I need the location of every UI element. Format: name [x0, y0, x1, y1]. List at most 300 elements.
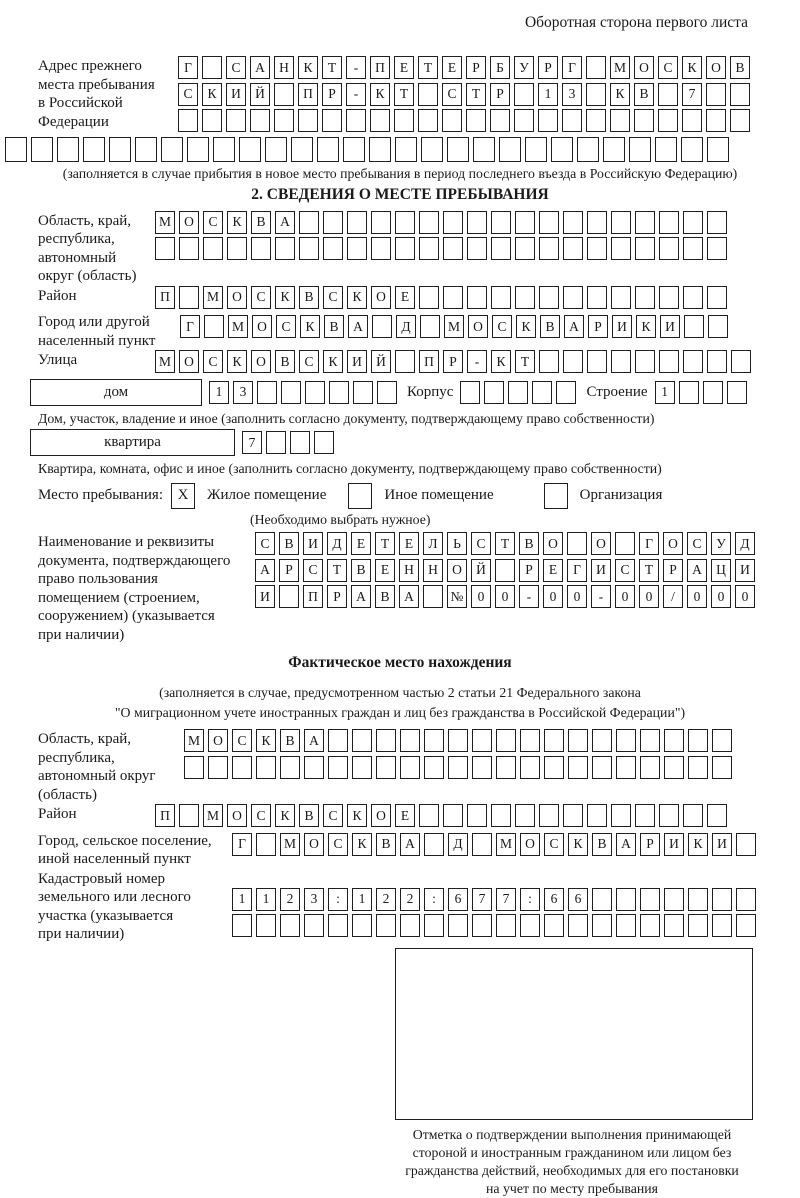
char-cell[interactable]: П	[155, 804, 175, 827]
char-cell[interactable]	[592, 914, 612, 937]
char-cell[interactable]: А	[304, 729, 324, 752]
char-cell[interactable]	[708, 315, 728, 338]
char-cell[interactable]	[232, 914, 252, 937]
char-cell[interactable]	[394, 109, 414, 132]
char-cell[interactable]	[640, 888, 660, 911]
char-cell[interactable]	[424, 914, 444, 937]
char-cell[interactable]: К	[323, 350, 343, 373]
char-cell[interactable]: 0	[615, 585, 635, 608]
char-cell[interactable]: С	[492, 315, 512, 338]
char-cell[interactable]: Т	[375, 532, 395, 555]
char-cell[interactable]	[544, 914, 564, 937]
char-cell[interactable]: А	[348, 315, 368, 338]
char-cell[interactable]: С	[255, 532, 275, 555]
char-cell[interactable]	[31, 137, 53, 162]
checkbox-inoe[interactable]	[348, 483, 372, 509]
char-cell[interactable]: В	[351, 559, 371, 582]
char-cell[interactable]: П	[303, 585, 323, 608]
char-cell[interactable]: Й	[471, 559, 491, 582]
char-cell[interactable]: С	[203, 350, 223, 373]
char-cell[interactable]: О	[251, 350, 271, 373]
char-cell[interactable]	[421, 137, 443, 162]
char-cell[interactable]: В	[324, 315, 344, 338]
char-cell[interactable]: Р	[279, 559, 299, 582]
char-cell[interactable]: -	[346, 83, 366, 106]
char-cell[interactable]: -	[519, 585, 539, 608]
char-cell[interactable]: Р	[443, 350, 463, 373]
char-cell[interactable]: А	[351, 585, 371, 608]
char-cell[interactable]	[551, 137, 573, 162]
char-cell[interactable]	[664, 888, 684, 911]
char-cell[interactable]: С	[203, 211, 223, 234]
char-cell[interactable]	[515, 804, 535, 827]
char-cell[interactable]	[473, 137, 495, 162]
char-cell[interactable]: -	[591, 585, 611, 608]
char-cell[interactable]: Н	[423, 559, 443, 582]
char-cell[interactable]: М	[496, 833, 516, 856]
char-cell[interactable]: №	[447, 585, 467, 608]
char-cell[interactable]: Т	[515, 350, 535, 373]
char-cell[interactable]	[592, 729, 612, 752]
char-cell[interactable]	[442, 109, 462, 132]
char-cell[interactable]: И	[226, 83, 246, 106]
char-cell[interactable]: А	[250, 56, 270, 79]
char-cell[interactable]: Д	[735, 532, 755, 555]
char-cell[interactable]: Р	[640, 833, 660, 856]
char-cell[interactable]	[203, 237, 223, 260]
char-cell[interactable]	[352, 914, 372, 937]
char-cell[interactable]: К	[275, 804, 295, 827]
char-cell[interactable]	[679, 381, 699, 404]
char-cell[interactable]	[730, 109, 750, 132]
char-cell[interactable]: К	[568, 833, 588, 856]
char-cell[interactable]	[611, 350, 631, 373]
char-cell[interactable]: /	[663, 585, 683, 608]
char-cell[interactable]: Л	[423, 532, 443, 555]
char-cell[interactable]	[275, 237, 295, 260]
char-cell[interactable]	[525, 137, 547, 162]
char-cell[interactable]: И	[660, 315, 680, 338]
char-cell[interactable]: Р	[322, 83, 342, 106]
char-cell[interactable]	[611, 286, 631, 309]
char-cell[interactable]: П	[370, 56, 390, 79]
char-cell[interactable]	[419, 237, 439, 260]
char-cell[interactable]: О	[252, 315, 272, 338]
char-cell[interactable]: В	[251, 211, 271, 234]
char-cell[interactable]: 6	[568, 888, 588, 911]
char-cell[interactable]	[520, 914, 540, 937]
char-cell[interactable]: 0	[567, 585, 587, 608]
char-cell[interactable]: Е	[395, 804, 415, 827]
char-cell[interactable]	[736, 888, 756, 911]
char-cell[interactable]	[184, 756, 204, 779]
char-cell[interactable]	[467, 286, 487, 309]
char-cell[interactable]	[730, 83, 750, 106]
char-cell[interactable]: В	[376, 833, 396, 856]
char-cell[interactable]: К	[636, 315, 656, 338]
char-cell[interactable]: А	[687, 559, 707, 582]
char-cell[interactable]: 1	[655, 381, 675, 404]
char-cell[interactable]	[256, 756, 276, 779]
char-cell[interactable]: 0	[687, 585, 707, 608]
char-cell[interactable]: Е	[442, 56, 462, 79]
char-cell[interactable]	[443, 804, 463, 827]
char-cell[interactable]	[615, 532, 635, 555]
char-cell[interactable]: А	[564, 315, 584, 338]
char-cell[interactable]	[539, 804, 559, 827]
char-cell[interactable]	[443, 211, 463, 234]
char-cell[interactable]	[424, 833, 444, 856]
char-cell[interactable]	[515, 286, 535, 309]
char-cell[interactable]	[179, 237, 199, 260]
char-cell[interactable]	[658, 109, 678, 132]
char-cell[interactable]: С	[276, 315, 296, 338]
char-cell[interactable]: 1	[256, 888, 276, 911]
char-cell[interactable]: К	[610, 83, 630, 106]
char-cell[interactable]	[418, 109, 438, 132]
char-cell[interactable]: О	[227, 804, 247, 827]
char-cell[interactable]	[369, 137, 391, 162]
char-cell[interactable]: Е	[399, 532, 419, 555]
char-cell[interactable]: К	[202, 83, 222, 106]
char-cell[interactable]	[635, 211, 655, 234]
char-cell[interactable]	[472, 756, 492, 779]
checkbox-organizaciya[interactable]	[544, 483, 568, 509]
char-cell[interactable]	[109, 137, 131, 162]
char-cell[interactable]	[664, 756, 684, 779]
char-cell[interactable]: В	[519, 532, 539, 555]
char-cell[interactable]	[251, 237, 271, 260]
char-cell[interactable]: К	[370, 83, 390, 106]
char-cell[interactable]	[496, 729, 516, 752]
char-cell[interactable]	[577, 137, 599, 162]
char-cell[interactable]	[353, 381, 373, 404]
char-cell[interactable]: Т	[495, 532, 515, 555]
char-cell[interactable]	[640, 914, 660, 937]
char-cell[interactable]: 7	[496, 888, 516, 911]
char-cell[interactable]	[563, 211, 583, 234]
char-cell[interactable]: И	[347, 350, 367, 373]
char-cell[interactable]	[347, 211, 367, 234]
char-cell[interactable]	[213, 137, 235, 162]
char-cell[interactable]	[603, 137, 625, 162]
char-cell[interactable]: О	[179, 350, 199, 373]
char-cell[interactable]	[684, 315, 704, 338]
char-cell[interactable]: 1	[352, 888, 372, 911]
char-cell[interactable]: М	[184, 729, 204, 752]
char-cell[interactable]	[688, 756, 708, 779]
char-cell[interactable]: В	[299, 286, 319, 309]
char-cell[interactable]	[683, 237, 703, 260]
char-cell[interactable]: У	[711, 532, 731, 555]
char-cell[interactable]	[706, 109, 726, 132]
char-cell[interactable]	[688, 888, 708, 911]
char-cell[interactable]	[544, 729, 564, 752]
char-cell[interactable]: 2	[376, 888, 396, 911]
char-cell[interactable]: Р	[327, 585, 347, 608]
char-cell[interactable]: 7	[682, 83, 702, 106]
char-cell[interactable]: Т	[418, 56, 438, 79]
char-cell[interactable]	[208, 756, 228, 779]
char-cell[interactable]: Р	[519, 559, 539, 582]
char-cell[interactable]: Т	[327, 559, 347, 582]
char-cell[interactable]: В	[375, 585, 395, 608]
char-cell[interactable]: Т	[394, 83, 414, 106]
char-cell[interactable]	[448, 914, 468, 937]
char-cell[interactable]	[634, 109, 654, 132]
char-cell[interactable]: Т	[322, 56, 342, 79]
char-cell[interactable]: С	[323, 804, 343, 827]
char-cell[interactable]	[587, 237, 607, 260]
char-cell[interactable]: О	[634, 56, 654, 79]
char-cell[interactable]	[587, 286, 607, 309]
char-cell[interactable]	[179, 804, 199, 827]
char-cell[interactable]: М	[155, 350, 175, 373]
char-cell[interactable]	[659, 804, 679, 827]
char-cell[interactable]: И	[664, 833, 684, 856]
char-cell[interactable]	[707, 350, 727, 373]
char-cell[interactable]	[736, 914, 756, 937]
char-cell[interactable]	[280, 914, 300, 937]
char-cell[interactable]: И	[303, 532, 323, 555]
char-cell[interactable]	[635, 804, 655, 827]
char-cell[interactable]	[491, 286, 511, 309]
char-cell[interactable]	[563, 286, 583, 309]
char-cell[interactable]	[376, 914, 396, 937]
char-cell[interactable]	[135, 137, 157, 162]
char-cell[interactable]	[328, 729, 348, 752]
char-cell[interactable]	[539, 286, 559, 309]
char-cell[interactable]	[424, 756, 444, 779]
char-cell[interactable]	[298, 109, 318, 132]
char-cell[interactable]	[712, 914, 732, 937]
char-cell[interactable]	[448, 756, 468, 779]
char-cell[interactable]: С	[544, 833, 564, 856]
char-cell[interactable]	[395, 211, 415, 234]
char-cell[interactable]: Г	[178, 56, 198, 79]
char-cell[interactable]: С	[232, 729, 252, 752]
char-cell[interactable]: О	[663, 532, 683, 555]
char-cell[interactable]: Р	[663, 559, 683, 582]
char-cell[interactable]: С	[323, 286, 343, 309]
char-cell[interactable]	[322, 109, 342, 132]
char-cell[interactable]	[520, 729, 540, 752]
char-cell[interactable]	[376, 729, 396, 752]
char-cell[interactable]: О	[304, 833, 324, 856]
char-cell[interactable]	[592, 888, 612, 911]
char-cell[interactable]: 6	[544, 888, 564, 911]
char-cell[interactable]	[257, 381, 277, 404]
char-cell[interactable]	[328, 756, 348, 779]
char-cell[interactable]: С	[299, 350, 319, 373]
char-cell[interactable]	[659, 286, 679, 309]
char-cell[interactable]	[304, 914, 324, 937]
char-cell[interactable]: С	[251, 286, 271, 309]
char-cell[interactable]: Й	[250, 83, 270, 106]
char-cell[interactable]	[703, 381, 723, 404]
char-cell[interactable]	[371, 237, 391, 260]
char-cell[interactable]	[515, 237, 535, 260]
char-cell[interactable]: Н	[274, 56, 294, 79]
char-cell[interactable]	[419, 286, 439, 309]
char-cell[interactable]	[5, 137, 27, 162]
char-cell[interactable]	[490, 109, 510, 132]
char-cell[interactable]: :	[424, 888, 444, 911]
char-cell[interactable]	[155, 237, 175, 260]
char-cell[interactable]	[659, 350, 679, 373]
char-cell[interactable]	[586, 56, 606, 79]
char-cell[interactable]: М	[155, 211, 175, 234]
char-cell[interactable]	[491, 237, 511, 260]
char-cell[interactable]: И	[735, 559, 755, 582]
char-cell[interactable]	[683, 804, 703, 827]
char-cell[interactable]	[712, 729, 732, 752]
char-cell[interactable]	[499, 137, 521, 162]
char-cell[interactable]: 1	[538, 83, 558, 106]
char-cell[interactable]	[616, 756, 636, 779]
char-cell[interactable]	[586, 83, 606, 106]
char-cell[interactable]	[377, 381, 397, 404]
char-cell[interactable]	[467, 804, 487, 827]
char-cell[interactable]: С	[471, 532, 491, 555]
char-cell[interactable]: -	[467, 350, 487, 373]
char-cell[interactable]	[346, 109, 366, 132]
char-cell[interactable]	[323, 237, 343, 260]
char-cell[interactable]	[611, 237, 631, 260]
char-cell[interactable]	[495, 559, 515, 582]
char-cell[interactable]: О	[591, 532, 611, 555]
char-cell[interactable]: Р	[490, 83, 510, 106]
char-cell[interactable]	[329, 381, 349, 404]
char-cell[interactable]: И	[612, 315, 632, 338]
char-cell[interactable]: 2	[400, 888, 420, 911]
char-cell[interactable]: С	[658, 56, 678, 79]
char-cell[interactable]	[587, 350, 607, 373]
char-cell[interactable]	[443, 237, 463, 260]
char-cell[interactable]	[655, 137, 677, 162]
char-cell[interactable]: М	[444, 315, 464, 338]
char-cell[interactable]: Й	[371, 350, 391, 373]
char-cell[interactable]: :	[328, 888, 348, 911]
char-cell[interactable]	[539, 350, 559, 373]
char-cell[interactable]: И	[591, 559, 611, 582]
char-cell[interactable]	[226, 109, 246, 132]
char-cell[interactable]: О	[706, 56, 726, 79]
char-cell[interactable]: А	[400, 833, 420, 856]
char-cell[interactable]	[568, 914, 588, 937]
char-cell[interactable]: П	[155, 286, 175, 309]
char-cell[interactable]	[232, 756, 252, 779]
char-cell[interactable]	[424, 729, 444, 752]
char-cell[interactable]: :	[520, 888, 540, 911]
char-cell[interactable]	[317, 137, 339, 162]
char-cell[interactable]	[508, 381, 528, 404]
char-cell[interactable]	[178, 109, 198, 132]
char-cell[interactable]	[664, 914, 684, 937]
char-cell[interactable]: Н	[399, 559, 419, 582]
char-cell[interactable]: Д	[327, 532, 347, 555]
char-cell[interactable]	[659, 237, 679, 260]
char-cell[interactable]: 0	[639, 585, 659, 608]
char-cell[interactable]	[420, 315, 440, 338]
char-cell[interactable]: Ц	[711, 559, 731, 582]
char-cell[interactable]	[707, 211, 727, 234]
char-cell[interactable]: К	[227, 211, 247, 234]
char-cell[interactable]: С	[687, 532, 707, 555]
char-cell[interactable]	[539, 211, 559, 234]
char-cell[interactable]: С	[328, 833, 348, 856]
char-cell[interactable]	[370, 109, 390, 132]
char-cell[interactable]	[520, 756, 540, 779]
char-cell[interactable]	[616, 888, 636, 911]
char-cell[interactable]	[611, 804, 631, 827]
char-cell[interactable]: 1	[232, 888, 252, 911]
char-cell[interactable]: Т	[639, 559, 659, 582]
char-cell[interactable]: Ь	[447, 532, 467, 555]
stamp-area[interactable]	[395, 948, 753, 1120]
char-cell[interactable]	[419, 804, 439, 827]
char-cell[interactable]: П	[419, 350, 439, 373]
char-cell[interactable]: О	[227, 286, 247, 309]
char-cell[interactable]	[514, 83, 534, 106]
char-cell[interactable]: 0	[471, 585, 491, 608]
char-cell[interactable]	[239, 137, 261, 162]
char-cell[interactable]: 0	[735, 585, 755, 608]
char-cell[interactable]	[635, 237, 655, 260]
char-cell[interactable]	[395, 237, 415, 260]
char-cell[interactable]	[538, 109, 558, 132]
char-cell[interactable]	[587, 804, 607, 827]
char-cell[interactable]	[629, 137, 651, 162]
char-cell[interactable]	[592, 756, 612, 779]
char-cell[interactable]: А	[399, 585, 419, 608]
char-cell[interactable]: Е	[395, 286, 415, 309]
char-cell[interactable]	[587, 211, 607, 234]
char-cell[interactable]	[568, 756, 588, 779]
char-cell[interactable]: В	[540, 315, 560, 338]
char-cell[interactable]	[491, 211, 511, 234]
char-cell[interactable]: К	[300, 315, 320, 338]
char-cell[interactable]: М	[280, 833, 300, 856]
char-cell[interactable]: О	[371, 804, 391, 827]
char-cell[interactable]: Г	[639, 532, 659, 555]
char-cell[interactable]: К	[298, 56, 318, 79]
char-cell[interactable]: Е	[375, 559, 395, 582]
char-cell[interactable]	[640, 729, 660, 752]
char-cell[interactable]: Е	[351, 532, 371, 555]
char-cell[interactable]: Т	[466, 83, 486, 106]
char-cell[interactable]	[256, 833, 276, 856]
char-cell[interactable]	[611, 211, 631, 234]
char-cell[interactable]: И	[255, 585, 275, 608]
char-cell[interactable]: М	[203, 286, 223, 309]
char-cell[interactable]	[448, 729, 468, 752]
char-cell[interactable]	[640, 756, 660, 779]
char-cell[interactable]	[681, 137, 703, 162]
char-cell[interactable]: Г	[562, 56, 582, 79]
char-cell[interactable]: 1	[209, 381, 229, 404]
char-cell[interactable]	[484, 381, 504, 404]
char-cell[interactable]	[586, 109, 606, 132]
char-cell[interactable]	[376, 756, 396, 779]
char-cell[interactable]	[707, 286, 727, 309]
char-cell[interactable]: П	[298, 83, 318, 106]
char-cell[interactable]: У	[514, 56, 534, 79]
char-cell[interactable]: К	[491, 350, 511, 373]
char-cell[interactable]	[274, 109, 294, 132]
char-cell[interactable]	[343, 137, 365, 162]
char-cell[interactable]	[683, 211, 703, 234]
